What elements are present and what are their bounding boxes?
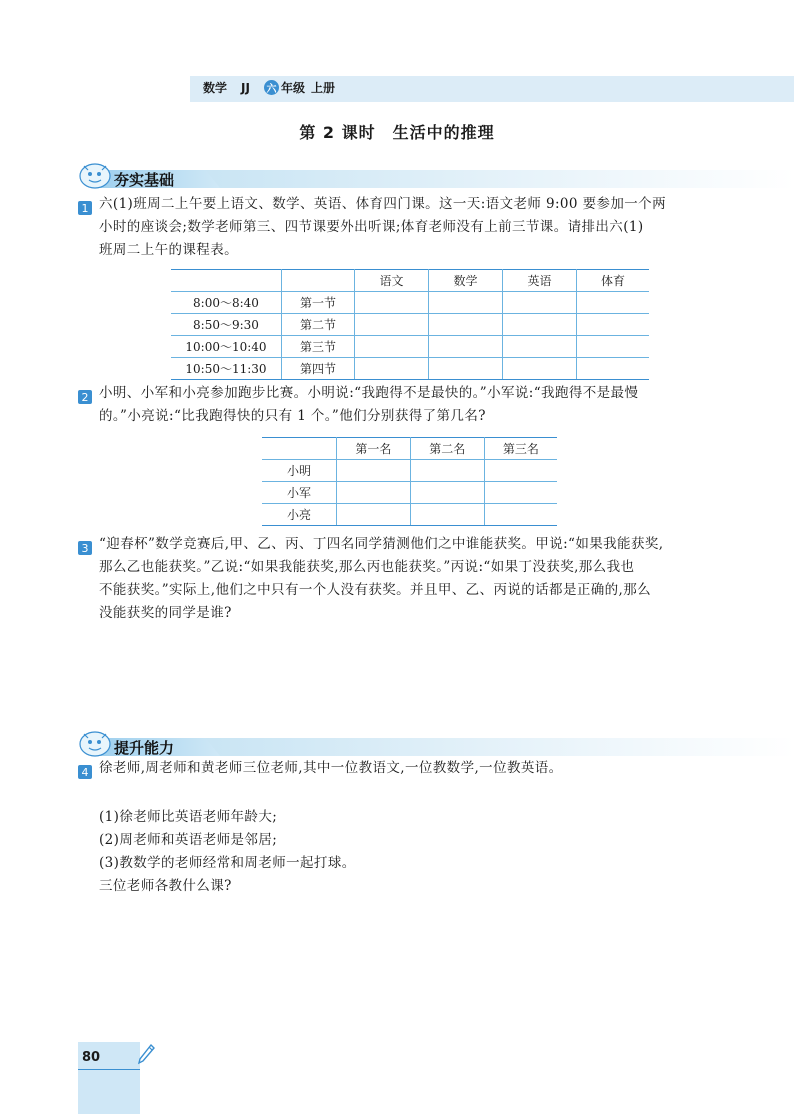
header-cell bbox=[171, 270, 282, 292]
answer-cell[interactable] bbox=[576, 292, 649, 314]
answer-cell[interactable] bbox=[428, 292, 502, 314]
answer-cell[interactable] bbox=[428, 314, 502, 336]
answer-cell[interactable] bbox=[502, 314, 576, 336]
book-header bbox=[203, 79, 335, 96]
question-number-4: 4 bbox=[78, 765, 92, 779]
header-cell: 第二名 bbox=[410, 438, 484, 460]
page-number: 80 bbox=[82, 1050, 101, 1065]
question-3-text bbox=[99, 533, 759, 625]
period-cell: 第四节 bbox=[282, 358, 355, 380]
answer-cell[interactable] bbox=[484, 482, 557, 504]
term: 上册 bbox=[310, 81, 335, 95]
question-number-3: 3 bbox=[78, 541, 92, 555]
header-cell: 第三名 bbox=[484, 438, 557, 460]
edition: JJ bbox=[241, 80, 250, 95]
header-cell: 数学 bbox=[428, 270, 502, 292]
q2-line: 的。”小亮说:“比我跑得快的只有 1 个。”他们分别获得了第几名? bbox=[99, 408, 486, 424]
name-cell: 小亮 bbox=[262, 504, 337, 526]
time-cell: 8:50～9:30 bbox=[171, 314, 282, 336]
grade-suffix: 年级 bbox=[280, 81, 305, 95]
mascot-icon bbox=[78, 160, 112, 190]
name-cell: 小明 bbox=[262, 460, 337, 482]
question-4-intro: 徐老师,周老师和黄老师三位老师,其中一位教语文,一位教数学,一位教英语。 bbox=[99, 760, 563, 776]
section-label-basic: 夯实基础 bbox=[114, 171, 175, 189]
answer-cell[interactable] bbox=[484, 460, 557, 482]
table-header-row bbox=[262, 438, 557, 460]
answer-cell[interactable] bbox=[576, 314, 649, 336]
pencil-icon bbox=[136, 1043, 156, 1067]
subject: 数学 bbox=[203, 81, 228, 95]
answer-cell[interactable] bbox=[410, 482, 484, 504]
clue-item: (3)教数学的老师经常和周老师一起打球。 bbox=[99, 855, 356, 871]
q1-line: 小时的座谈会;数学老师第三、四节课要外出听课;体育老师没有上前三节课。请排出六(1) bbox=[99, 219, 644, 235]
question-number-2: 2 bbox=[78, 390, 92, 404]
answer-cell[interactable] bbox=[355, 358, 429, 380]
answer-cell[interactable] bbox=[355, 314, 429, 336]
answer-cell[interactable] bbox=[502, 292, 576, 314]
question-number-1: 1 bbox=[78, 201, 92, 215]
question-4-ask: 三位老师各教什么课? bbox=[99, 878, 232, 894]
answer-cell[interactable] bbox=[502, 358, 576, 380]
table-row bbox=[262, 504, 557, 526]
section-label-advanced: 提升能力 bbox=[114, 739, 175, 757]
section-banner-advanced bbox=[78, 734, 794, 758]
schedule-table bbox=[171, 269, 649, 380]
question-2-text bbox=[99, 382, 759, 428]
answer-cell[interactable] bbox=[337, 460, 411, 482]
q3-line: 没能获奖的同学是谁? bbox=[99, 605, 232, 621]
q3-line: 那么乙也能获奖。”乙说:“如果我能获奖,那么丙也能获奖。”丙说:“如果丁没获奖,那么我也 bbox=[99, 559, 635, 575]
answer-cell[interactable] bbox=[576, 336, 649, 358]
table-row bbox=[171, 292, 649, 314]
answer-cell[interactable] bbox=[355, 292, 429, 314]
period-cell: 第一节 bbox=[282, 292, 355, 314]
question-4-clues bbox=[99, 806, 759, 898]
q3-line: “迎春杯”数学竞赛后,甲、乙、丙、丁四名同学猜测他们之中谁能获奖。甲说:“如果我能获奖, bbox=[99, 536, 664, 552]
answer-cell[interactable] bbox=[576, 358, 649, 380]
header-cell bbox=[282, 270, 355, 292]
ranking-table bbox=[262, 437, 557, 526]
section-banner-basic bbox=[78, 166, 794, 190]
answer-cell[interactable] bbox=[337, 482, 411, 504]
answer-cell[interactable] bbox=[410, 504, 484, 526]
q3-line: 不能获奖。”实际上,他们之中只有一个人没有获奖。并且甲、乙、丙说的话都是正确的,那么 bbox=[99, 582, 652, 598]
header-cell: 体育 bbox=[576, 270, 649, 292]
q2-line: 小明、小军和小亮参加跑步比赛。小明说:“我跑得不是最快的。”小军说:“我跑得不是最慢 bbox=[99, 385, 639, 401]
q1-line: 六(1)班周二上午要上语文、数学、英语、体育四门课。这一天:语文老师 9:00 要参加一个两 bbox=[99, 196, 666, 212]
time-cell: 10:00～10:40 bbox=[171, 336, 282, 358]
question-1-text bbox=[99, 193, 759, 262]
table-row bbox=[171, 358, 649, 380]
answer-cell[interactable] bbox=[410, 460, 484, 482]
period-cell: 第三节 bbox=[282, 336, 355, 358]
mascot-icon bbox=[78, 728, 112, 758]
lesson-title: 第 2 课时 生活中的推理 bbox=[299, 123, 495, 142]
answer-cell[interactable] bbox=[428, 358, 502, 380]
grade-badge: 六 bbox=[264, 80, 279, 95]
answer-cell[interactable] bbox=[337, 504, 411, 526]
header-cell: 第一名 bbox=[337, 438, 411, 460]
table-row bbox=[262, 482, 557, 504]
table-header-row bbox=[171, 270, 649, 292]
name-cell: 小军 bbox=[262, 482, 337, 504]
answer-cell[interactable] bbox=[355, 336, 429, 358]
period-cell: 第二节 bbox=[282, 314, 355, 336]
clue-item: (2)周老师和英语老师是邻居; bbox=[99, 832, 278, 848]
header-cell: 语文 bbox=[355, 270, 429, 292]
table-row bbox=[171, 336, 649, 358]
answer-cell[interactable] bbox=[428, 336, 502, 358]
answer-cell[interactable] bbox=[484, 504, 557, 526]
table-row bbox=[262, 460, 557, 482]
q1-line: 班周二上午的课程表。 bbox=[99, 242, 238, 258]
answer-cell[interactable] bbox=[502, 336, 576, 358]
header-cell bbox=[262, 438, 337, 460]
header-cell: 英语 bbox=[502, 270, 576, 292]
time-cell: 8:00～8:40 bbox=[171, 292, 282, 314]
clue-item: (1)徐老师比英语老师年龄大; bbox=[99, 809, 278, 825]
table-row bbox=[171, 314, 649, 336]
time-cell: 10:50～11:30 bbox=[171, 358, 282, 380]
page-line bbox=[78, 1069, 140, 1070]
